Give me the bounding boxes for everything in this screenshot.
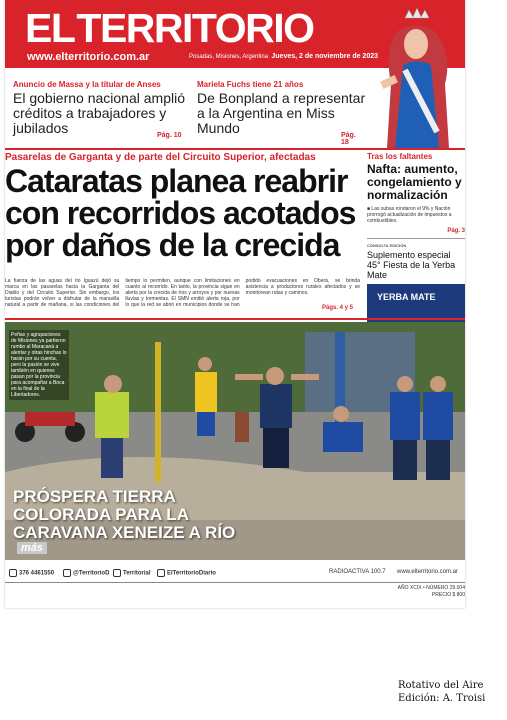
mas-badge: más: [17, 542, 47, 554]
photo-caption: Peñas y agrupaciones de Misiones ya partieron rumbo al Maracaná a alentar y otras hinchas lo harán por su cuenta, pero la pasión se vive también en quienes pasan por la provincia para acompañar a Boca en la final de la Libertadores.: [9, 330, 69, 400]
main-photo[interactable]: [5, 322, 465, 560]
divider: [367, 238, 465, 239]
facebook-icon: [113, 569, 121, 577]
footer-site[interactable]: www.elterritorio.com.ar: [397, 569, 459, 575]
footer-phone[interactable]: [9, 569, 54, 577]
photo-headline-line: CARAVANA XENEIZE A RÍO: [13, 523, 236, 542]
rcol-kicker: Tras los faltantes: [367, 152, 433, 161]
yerba-label: YERBA MATE: [377, 292, 436, 302]
photo-headline-line: PRÓSPERA TIERRA: [13, 487, 176, 506]
edition-number: AÑO XCIX • NÚMERO 29.004: [397, 585, 465, 591]
dateline: [189, 53, 378, 60]
facebook-handle: Territorial: [123, 570, 151, 577]
logo-el: EL: [25, 5, 75, 51]
edition-info: [385, 585, 465, 599]
footer-facebook[interactable]: [113, 569, 151, 577]
phone-number: 376 4461550: [19, 570, 55, 577]
top-teasers: [5, 80, 366, 146]
main-kicker: Pasarelas de Garganta y de parte del Circuito Superior, afectadas: [5, 152, 316, 163]
credit-line-2: Edición: A. Troisi: [398, 693, 486, 704]
whatsapp-icon: [9, 569, 17, 577]
main-pages: Págs. 4 y 5: [322, 305, 354, 311]
divider: [5, 318, 465, 320]
instagram-icon: [157, 569, 165, 577]
rcol-headline[interactable]: Nafta: aumento, congelamiento y normalización: [367, 162, 462, 202]
teaser-title: De Bonpland a representar a la Argentina en Miss Mundo: [197, 90, 366, 136]
photo-headline-line: COLORADA PARA LA: [13, 505, 189, 524]
issue-date: Jueves, 2 de noviembre de 2023: [271, 53, 379, 60]
footer-radio[interactable]: RADIOACTIVA 100.7: [329, 569, 386, 575]
newspaper-logo: [25, 6, 314, 50]
main-body-text: La fuerza de las aguas del río Iguazú dejó su marca en las pasarelas hacia la Garganta del Diablo y del Circuito Superior. Sin embargo, los turistas podrán volver a disfrutar de la maravilla natural a partir de mañana, si las condiciones del tiempo lo permiten, aunque con limitaciones en cuanto al recorrido. En tanto, la provincia sigue en alerta por la crecida de ríos y arroyos y por nuevas lluvias y tormentas. El SMN emitió alerta roja, por lo que la red se abrió en municipios donde se han podido evacuaciones en Oberá, se brinda asistencia a productores rurales afectados y se monitorean rutas y caminos.: [5, 278, 360, 308]
miss-photo: [361, 4, 465, 148]
location: Posadas, Misiones, Argentina: [189, 54, 269, 60]
credit: [398, 679, 485, 705]
twitter-handle: @TerritorioD: [73, 570, 110, 577]
twitter-icon: [63, 569, 71, 577]
price: PRECIO $ 800: [431, 592, 465, 598]
site-url: www.elterritorio.com.ar: [27, 51, 150, 63]
photo-headline[interactable]: [13, 488, 235, 542]
teaser-page: Pág. 18: [341, 132, 356, 146]
rcol-body: ■ Las subas rondaron el 9% y Nación prorrogó actualización de impuestos a combustibles.: [367, 206, 452, 224]
supplement-title[interactable]: Suplemento especial 45° Fiesta de la Yerba Mate: [367, 250, 456, 280]
main-headline[interactable]: Cataratas planea reabrir con recorridos acotados por daños de la crecida: [5, 163, 356, 263]
newspaper-page: [5, 0, 465, 608]
logo-territorio: TERRITORIO: [76, 5, 314, 51]
teaser-kicker: Mariela Fuchs tiene 21 años: [197, 80, 304, 89]
rcol-tag: CONSULTA EDICIÓN: [367, 243, 407, 248]
divider: [5, 582, 465, 583]
teaser-title: El gobierno nacional amplió créditos a trabajadores y jubilados: [13, 90, 185, 136]
rcol-page: Pág. 3: [447, 228, 465, 234]
credit-line-1: Rotativo del Aire: [398, 680, 484, 691]
teaser-miss-mundo[interactable]: [197, 80, 375, 136]
teaser-page: Pág. 10: [157, 132, 182, 139]
footer-bar: [5, 566, 465, 580]
divider: [5, 148, 465, 150]
right-column: [367, 152, 465, 334]
teaser-credits[interactable]: [13, 80, 191, 136]
footer-twitter[interactable]: [63, 569, 109, 577]
teaser-kicker: Anuncio de Massa y la titular de Anses: [13, 80, 161, 89]
instagram-handle: ElTerritorioDiario: [167, 570, 216, 577]
footer-instagram[interactable]: [157, 569, 216, 577]
